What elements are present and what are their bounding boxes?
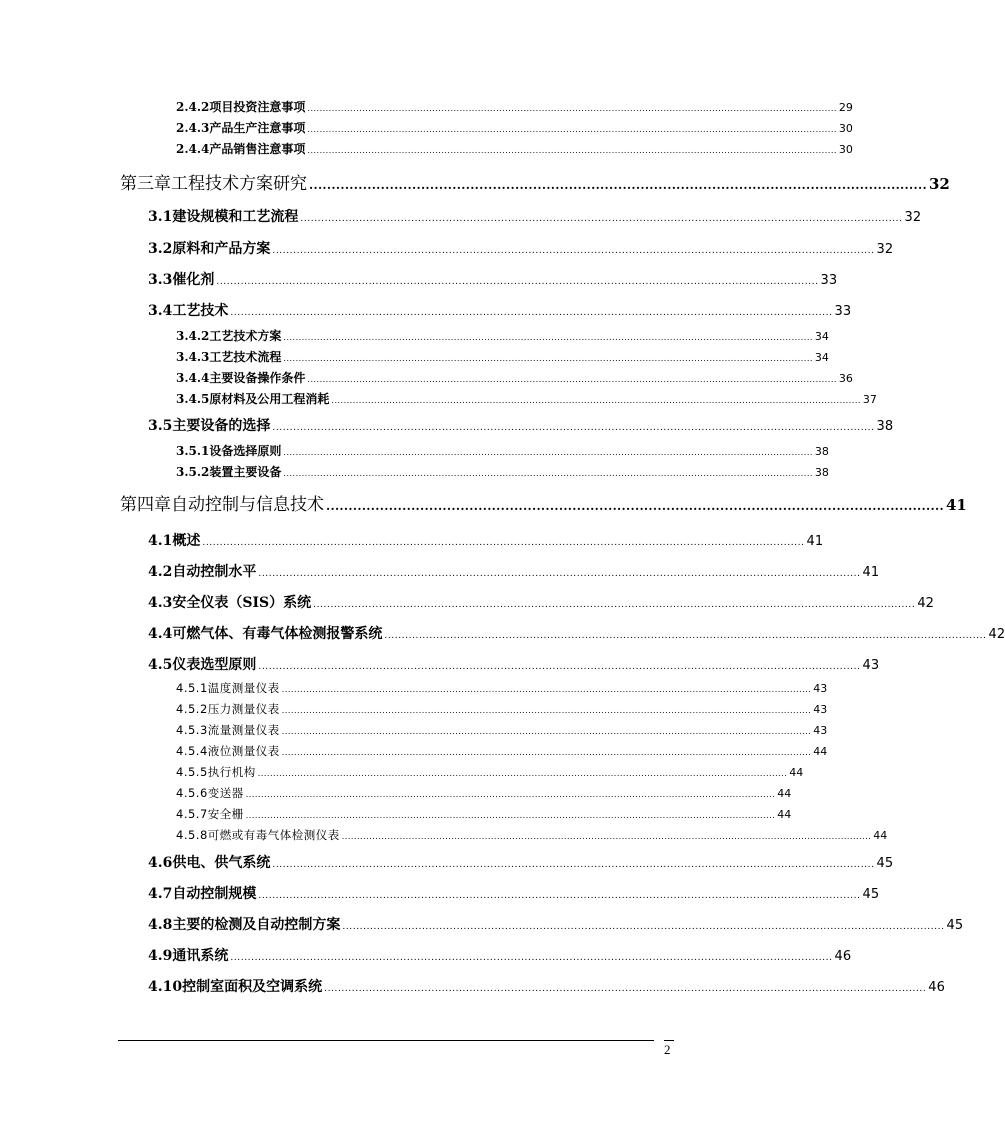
toc-number: 4.8 bbox=[148, 917, 173, 933]
toc-title: 项目投资注意事项 bbox=[209, 100, 306, 114]
toc-page: 44 bbox=[777, 787, 792, 800]
toc-number: 4.5.2 bbox=[176, 702, 208, 716]
toc-entry[interactable] bbox=[0, 827, 888, 849]
toc-entry[interactable] bbox=[0, 369, 853, 391]
toc-title: 仪表选型原则 bbox=[172, 657, 257, 673]
toc-entry[interactable] bbox=[0, 764, 804, 786]
toc-leader: .............................................................................................................................................................................. bbox=[258, 891, 861, 901]
toc-page: 32 bbox=[904, 210, 922, 225]
chapter-title: 自动控制与信息技术 bbox=[171, 495, 324, 515]
toc-number: 4.5.5 bbox=[176, 765, 208, 779]
toc-title: 变送器 bbox=[207, 786, 244, 800]
toc-page: 37 bbox=[862, 393, 877, 406]
toc-number: 4.2 bbox=[148, 564, 173, 580]
page-number-rule bbox=[664, 1040, 674, 1041]
toc-title: 安全栅 bbox=[207, 807, 244, 821]
toc-entry[interactable] bbox=[0, 463, 829, 485]
toc-page: 42 bbox=[988, 627, 1005, 642]
toc-entry[interactable] bbox=[0, 442, 829, 464]
toc-title: 压力测量仪表 bbox=[207, 702, 280, 716]
toc-page: 46 bbox=[834, 949, 852, 964]
toc-entry[interactable] bbox=[0, 415, 894, 437]
toc-entry[interactable] bbox=[0, 530, 824, 552]
toc-entry[interactable] bbox=[0, 390, 877, 412]
toc-entry[interactable] bbox=[0, 119, 853, 141]
toc-title: 温度测量仪表 bbox=[207, 681, 280, 695]
toc-entry[interactable] bbox=[0, 852, 894, 874]
toc-entry[interactable] bbox=[0, 654, 880, 676]
toc-page: 45 bbox=[946, 918, 964, 933]
toc-title: 自动控制规模 bbox=[172, 886, 257, 902]
toc-title: 原材料及公用工程消耗 bbox=[209, 392, 330, 406]
toc-leader: .............................................................................................................................................................................. bbox=[216, 277, 819, 287]
toc-leader: .............................................................................................................................................................................. bbox=[384, 631, 987, 641]
toc-page: 43 bbox=[813, 703, 828, 716]
toc-chapter-entry[interactable] bbox=[0, 169, 950, 195]
toc-number: 3.2 bbox=[148, 241, 173, 257]
toc-title: 设备选择原则 bbox=[209, 444, 282, 458]
toc-leader: .............................................................................................................................................................................. bbox=[300, 214, 903, 224]
toc-entry[interactable] bbox=[0, 140, 853, 162]
toc-leader: .............................................................................................................................................................................. bbox=[281, 727, 812, 736]
toc-title: 产品销售注意事项 bbox=[209, 142, 306, 156]
toc-leader: .......................................................................................................................................... bbox=[326, 499, 944, 513]
toc-leader: .............................................................................................................................................................................. bbox=[307, 104, 837, 113]
toc-number: 3.3 bbox=[148, 272, 173, 288]
toc-number: 4.5.3 bbox=[176, 723, 208, 737]
toc-title: 流量测量仪表 bbox=[207, 723, 280, 737]
toc-leader: .............................................................................................................................................................................. bbox=[281, 685, 812, 694]
toc-number: 4.3 bbox=[148, 595, 173, 611]
toc-leader: .............................................................................................................................................................................. bbox=[341, 832, 872, 841]
toc-leader: .............................................................................................................................................................................. bbox=[324, 984, 927, 994]
toc-entry[interactable] bbox=[0, 238, 894, 260]
toc-page: 46 bbox=[928, 980, 945, 995]
toc-entry[interactable] bbox=[0, 806, 794, 828]
toc-number: 3.4.5 bbox=[176, 392, 210, 406]
toc-page: 41 bbox=[945, 496, 967, 514]
toc-title: 概述 bbox=[172, 533, 201, 549]
page-number: 2 bbox=[664, 1042, 671, 1057]
toc-page: 43 bbox=[862, 658, 880, 673]
toc-page: 44 bbox=[789, 766, 804, 779]
toc-leader: .............................................................................................................................................................................. bbox=[230, 308, 833, 318]
toc-title: 建设规模和工艺流程 bbox=[172, 209, 299, 225]
toc-leader: .............................................................................................................................................................................. bbox=[342, 922, 945, 932]
toc-page: 41 bbox=[806, 534, 824, 549]
toc-leader: .............................................................................................................................................................................. bbox=[283, 333, 813, 342]
toc-entry[interactable] bbox=[0, 722, 828, 744]
toc-page: 44 bbox=[813, 745, 828, 758]
toc-number: 4.1 bbox=[148, 533, 173, 549]
toc-entry[interactable] bbox=[0, 883, 880, 905]
toc-page: 38 bbox=[814, 466, 829, 479]
toc-leader: .............................................................................................................................................................................. bbox=[281, 748, 812, 757]
toc-number: 3.5.2 bbox=[176, 465, 210, 479]
toc-leader: .............................................................................................................................................................................. bbox=[331, 396, 861, 405]
toc-leader: .............................................................................................................................................................................. bbox=[258, 662, 861, 672]
toc-number: 4.6 bbox=[148, 855, 173, 871]
toc-number: 4.5.8 bbox=[176, 828, 208, 842]
chapter-number: 第四章 bbox=[120, 495, 171, 515]
toc-leader: .............................................................................................................................................................................. bbox=[257, 769, 788, 778]
toc-leader: .............................................................................................................................................................................. bbox=[283, 354, 813, 363]
toc-page: 32 bbox=[928, 175, 950, 193]
toc-title: 主要设备的选择 bbox=[172, 418, 271, 434]
toc-leader: .............................................................................................................................................................................. bbox=[230, 953, 833, 963]
toc-leader: .............................................................................................................................................................................. bbox=[202, 538, 805, 548]
toc-entry[interactable] bbox=[0, 701, 828, 723]
toc-entry[interactable] bbox=[0, 592, 934, 614]
toc-leader: .............................................................................................................................................................................. bbox=[283, 469, 813, 478]
toc-title: 自动控制水平 bbox=[172, 564, 257, 580]
toc-page: 38 bbox=[814, 445, 829, 458]
toc-title: 催化剂 bbox=[172, 272, 215, 288]
toc-entry[interactable] bbox=[0, 623, 1005, 645]
toc-leader: .............................................................................................................................................................................. bbox=[272, 246, 875, 256]
toc-number: 3.4.3 bbox=[176, 350, 210, 364]
toc-leader: .......................................................................................................................................... bbox=[309, 178, 927, 192]
toc-number: 3.1 bbox=[148, 209, 173, 225]
toc-page: 41 bbox=[862, 565, 880, 580]
toc-title: 装置主要设备 bbox=[209, 465, 282, 479]
toc-page: 44 bbox=[777, 808, 792, 821]
toc-leader: .............................................................................................................................................................................. bbox=[307, 146, 837, 155]
toc-leader: .............................................................................................................................................................................. bbox=[313, 600, 916, 610]
toc-title: 主要的检测及自动控制方案 bbox=[172, 917, 341, 933]
toc-number: 2.4.4 bbox=[176, 142, 210, 156]
toc-title: 可燃或有毒气体检测仪表 bbox=[207, 828, 340, 842]
toc-leader: .............................................................................................................................................................................. bbox=[272, 860, 875, 870]
toc-chapter-entry[interactable] bbox=[0, 490, 967, 516]
toc-number: 4.5.6 bbox=[176, 786, 208, 800]
toc-page: 33 bbox=[834, 304, 852, 319]
toc-number: 4.9 bbox=[148, 948, 173, 964]
toc-leader: .............................................................................................................................................................................. bbox=[307, 125, 837, 134]
toc-title: 产品生产注意事项 bbox=[209, 121, 306, 135]
chapter-title: 工程技术方案研究 bbox=[171, 174, 307, 194]
toc-title: 控制室面积及空调系统 bbox=[182, 979, 323, 995]
toc-number: 2.4.3 bbox=[176, 121, 210, 135]
toc-page: 45 bbox=[862, 887, 880, 902]
toc-entry[interactable] bbox=[0, 269, 838, 291]
toc-page: 43 bbox=[813, 682, 828, 695]
toc-page: 42 bbox=[917, 596, 934, 611]
toc-page: 36 bbox=[838, 372, 853, 385]
toc-number: 3.4 bbox=[148, 303, 173, 319]
toc-title: 原料和产品方案 bbox=[172, 241, 271, 257]
toc-page: 30 bbox=[838, 143, 853, 156]
toc-entry[interactable] bbox=[0, 945, 852, 967]
toc-leader: .............................................................................................................................................................................. bbox=[272, 423, 875, 433]
toc-title: 工艺技术 bbox=[172, 303, 229, 319]
toc-number: 3.4.2 bbox=[176, 329, 210, 343]
toc-title: 主要设备操作条件 bbox=[209, 371, 306, 385]
toc-number: 4.5.1 bbox=[176, 681, 208, 695]
toc-number: 3.5.1 bbox=[176, 444, 210, 458]
toc-entry[interactable] bbox=[0, 348, 829, 370]
toc-number: 3.4.4 bbox=[176, 371, 210, 385]
toc-leader: .............................................................................................................................................................................. bbox=[245, 811, 776, 820]
toc-entry[interactable] bbox=[0, 680, 828, 702]
toc-entry[interactable] bbox=[0, 914, 964, 936]
toc-entry[interactable] bbox=[0, 206, 922, 228]
toc-number: 2.4.2 bbox=[176, 100, 210, 114]
toc-page: 38 bbox=[876, 419, 894, 434]
toc-page: 44 bbox=[873, 829, 888, 842]
toc-title: 通讯系统 bbox=[172, 948, 229, 964]
toc-entry[interactable] bbox=[0, 743, 828, 765]
toc-title: 工艺技术流程 bbox=[209, 350, 282, 364]
toc-page: 34 bbox=[814, 330, 829, 343]
toc-title: 供电、供气系统 bbox=[172, 855, 271, 871]
toc-leader: .............................................................................................................................................................................. bbox=[281, 706, 812, 715]
toc-number: 4.10 bbox=[148, 979, 183, 995]
toc-page: 45 bbox=[876, 856, 894, 871]
toc-leader: .............................................................................................................................................................................. bbox=[258, 569, 861, 579]
toc-page: 29 bbox=[838, 101, 853, 114]
toc-page: 32 bbox=[876, 242, 894, 257]
toc-title: 安全仪表（SIS）系统 bbox=[172, 595, 312, 611]
toc-title: 工艺技术方案 bbox=[209, 329, 282, 343]
chapter-number: 第三章 bbox=[120, 174, 171, 194]
toc-entry[interactable] bbox=[0, 300, 852, 322]
toc-title: 执行机构 bbox=[207, 765, 256, 779]
toc-leader: .............................................................................................................................................................................. bbox=[245, 790, 776, 799]
toc-entry[interactable] bbox=[0, 327, 829, 349]
toc-leader: .............................................................................................................................................................................. bbox=[283, 448, 813, 457]
toc-entry[interactable] bbox=[0, 98, 853, 120]
footer-rule bbox=[118, 1040, 654, 1041]
toc-title: 可燃气体、有毒气体检测报警系统 bbox=[172, 626, 383, 642]
toc-leader: .............................................................................................................................................................................. bbox=[307, 375, 837, 384]
toc-page: 33 bbox=[820, 273, 838, 288]
toc-number: 4.5.7 bbox=[176, 807, 208, 821]
toc-page: 34 bbox=[814, 351, 829, 364]
toc-page: 30 bbox=[838, 122, 853, 135]
toc-number: 4.7 bbox=[148, 886, 173, 902]
toc-entry[interactable] bbox=[0, 976, 945, 998]
toc-title: 液位测量仪表 bbox=[207, 744, 280, 758]
toc-number: 4.5.4 bbox=[176, 744, 208, 758]
toc-number: 4.5 bbox=[148, 657, 173, 673]
toc-number: 3.5 bbox=[148, 418, 173, 434]
toc-entry[interactable] bbox=[0, 561, 880, 583]
toc-page: 43 bbox=[813, 724, 828, 737]
toc-number: 4.4 bbox=[148, 626, 173, 642]
toc-entry[interactable] bbox=[0, 785, 794, 807]
